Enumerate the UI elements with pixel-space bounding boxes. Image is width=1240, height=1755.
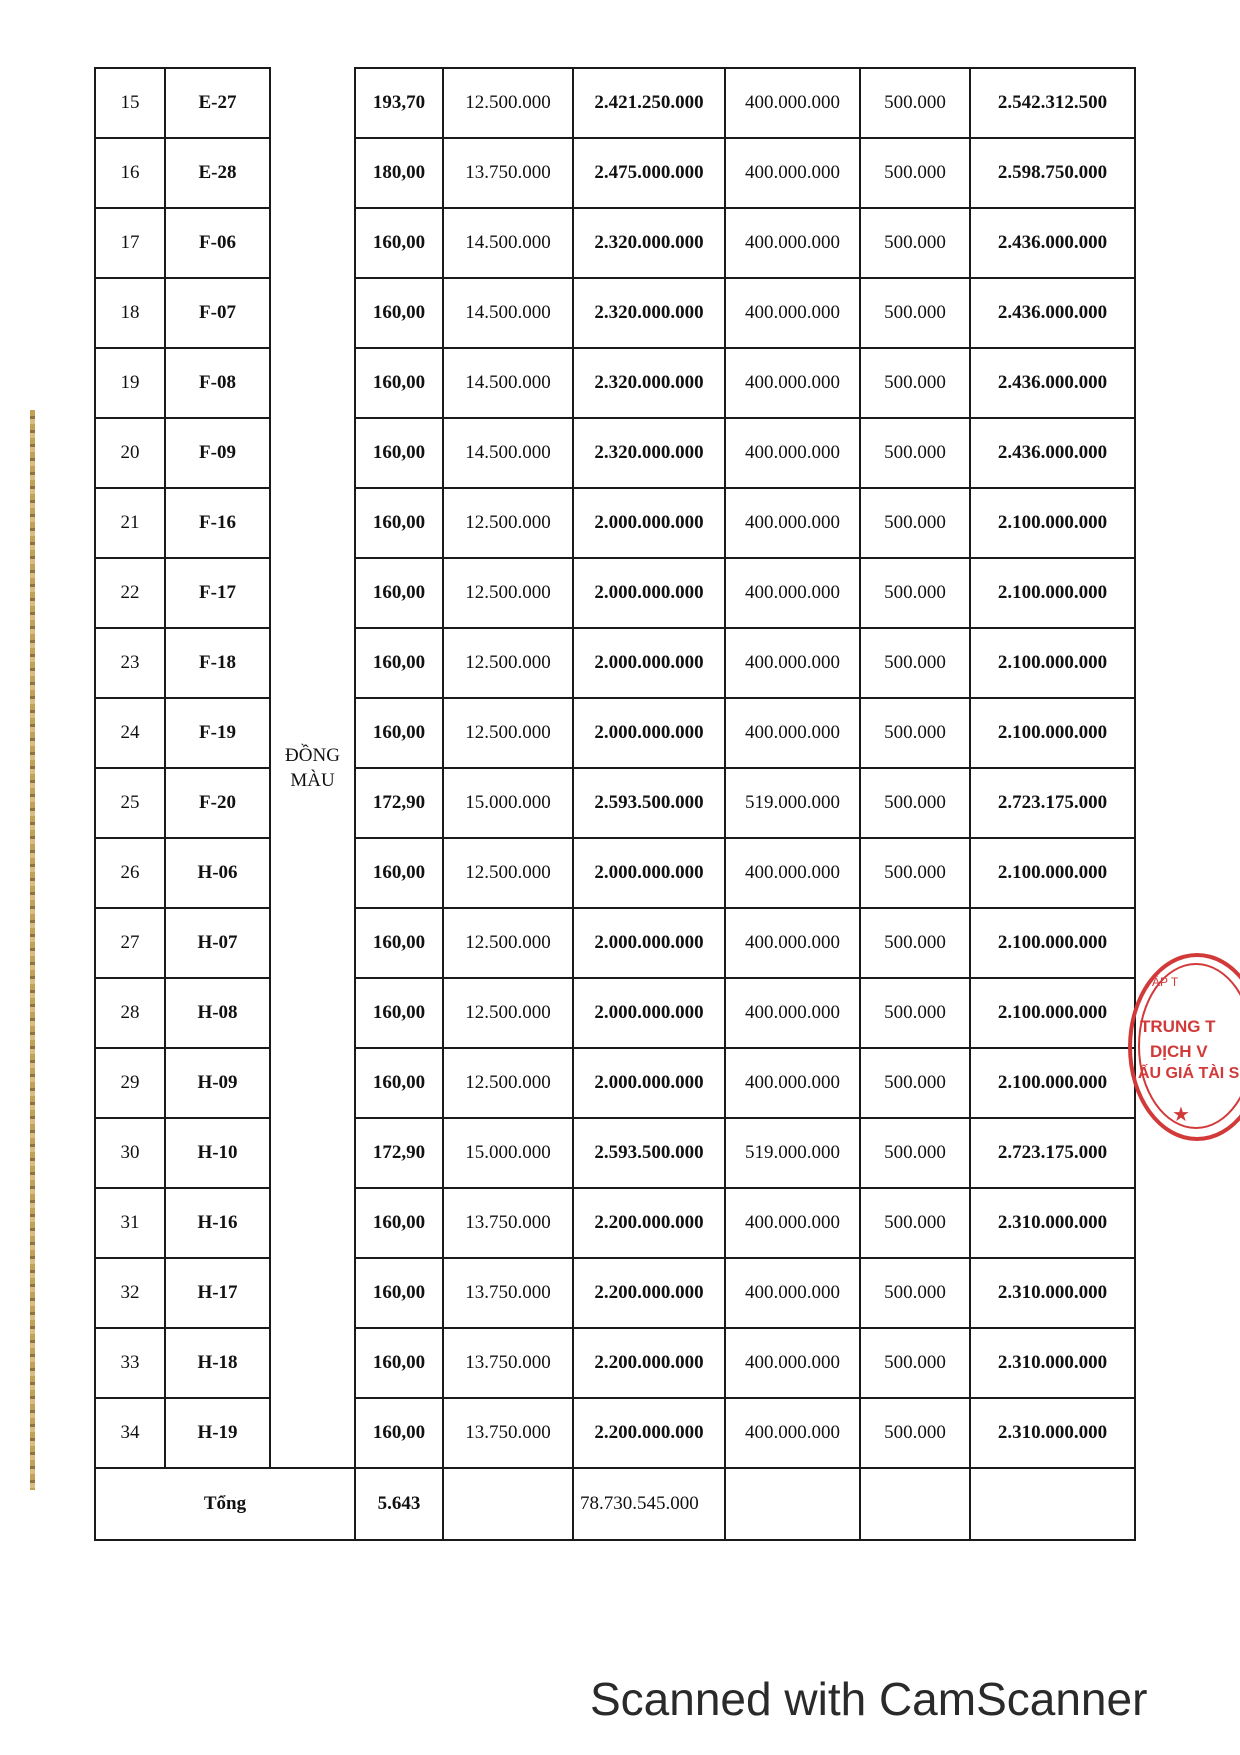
table-row bbox=[95, 628, 1135, 698]
lot-code-cell: H-17 bbox=[165, 1258, 270, 1328]
area-cell: 160,00 bbox=[355, 488, 443, 558]
fee-cell: 500.000 bbox=[860, 768, 970, 838]
table-row bbox=[95, 1398, 1135, 1468]
stamp-line-1: TRUNG T bbox=[1140, 1017, 1216, 1036]
deposit-cell: 400.000.000 bbox=[725, 628, 860, 698]
lot-code-cell: H-09 bbox=[165, 1048, 270, 1118]
unit-price-cell: 15.000.000 bbox=[443, 1118, 573, 1188]
lot-code-cell: F-18 bbox=[165, 628, 270, 698]
amount-cell: 2.320.000.000 bbox=[573, 278, 725, 348]
lot-code-cell: E-28 bbox=[165, 138, 270, 208]
total-amount-cell: 2.310.000.000 bbox=[970, 1328, 1135, 1398]
amount-cell: 2.200.000.000 bbox=[573, 1328, 725, 1398]
total-amount-cell: 2.310.000.000 bbox=[970, 1258, 1135, 1328]
amount-cell: 2.200.000.000 bbox=[573, 1188, 725, 1258]
table-row bbox=[95, 1048, 1135, 1118]
unit-price-cell: 14.500.000 bbox=[443, 348, 573, 418]
lot-code-cell: H-16 bbox=[165, 1188, 270, 1258]
row-number-cell: 16 bbox=[95, 138, 165, 208]
table-row bbox=[95, 138, 1135, 208]
deposit-cell: 400.000.000 bbox=[725, 348, 860, 418]
total-amount-cell: 2.598.750.000 bbox=[970, 138, 1135, 208]
deposit-cell: 400.000.000 bbox=[725, 208, 860, 278]
empty-cell bbox=[443, 1468, 573, 1540]
total-amount-cell: 2.100.000.000 bbox=[970, 488, 1135, 558]
area-cell: 193,70 bbox=[355, 68, 443, 138]
deposit-cell: 400.000.000 bbox=[725, 698, 860, 768]
unit-price-cell: 13.750.000 bbox=[443, 1258, 573, 1328]
fee-cell: 500.000 bbox=[860, 418, 970, 488]
stamp-line-2: DỊCH V bbox=[1150, 1042, 1208, 1061]
unit-price-cell: 14.500.000 bbox=[443, 208, 573, 278]
amount-cell: 2.320.000.000 bbox=[573, 208, 725, 278]
lot-code-cell: F-06 bbox=[165, 208, 270, 278]
fee-cell: 500.000 bbox=[860, 1188, 970, 1258]
empty-cell bbox=[725, 1468, 860, 1540]
table-row bbox=[95, 208, 1135, 278]
row-number-cell: 19 bbox=[95, 348, 165, 418]
amount-cell: 2.000.000.000 bbox=[573, 628, 725, 698]
fee-cell: 500.000 bbox=[860, 138, 970, 208]
row-number-cell: 34 bbox=[95, 1398, 165, 1468]
amount-cell: 2.000.000.000 bbox=[573, 838, 725, 908]
amount-cell: 2.421.250.000 bbox=[573, 68, 725, 138]
total-amount-cell: 2.100.000.000 bbox=[970, 908, 1135, 978]
deposit-cell: 400.000.000 bbox=[725, 1398, 860, 1468]
total-amount-cell: 2.100.000.000 bbox=[970, 978, 1135, 1048]
deposit-cell: 519.000.000 bbox=[725, 1118, 860, 1188]
lot-code-cell: H-07 bbox=[165, 908, 270, 978]
unit-price-cell: 12.500.000 bbox=[443, 68, 573, 138]
stamp-arc-text: ẬP T bbox=[1152, 975, 1179, 989]
area-cell: 160,00 bbox=[355, 348, 443, 418]
unit-price-cell: 12.500.000 bbox=[443, 488, 573, 558]
row-number-cell: 22 bbox=[95, 558, 165, 628]
area-cell: 160,00 bbox=[355, 978, 443, 1048]
fee-cell: 500.000 bbox=[860, 978, 970, 1048]
deposit-cell: 400.000.000 bbox=[725, 1048, 860, 1118]
amount-cell: 2.000.000.000 bbox=[573, 698, 725, 768]
row-number-cell: 32 bbox=[95, 1258, 165, 1328]
amount-cell: 2.000.000.000 bbox=[573, 558, 725, 628]
row-number-cell: 30 bbox=[95, 1118, 165, 1188]
row-number-cell: 17 bbox=[95, 208, 165, 278]
row-number-cell: 24 bbox=[95, 698, 165, 768]
location-label-line1: ĐỒNG bbox=[285, 744, 340, 766]
lot-code-cell: H-18 bbox=[165, 1328, 270, 1398]
total-label-cell: Tổng bbox=[95, 1468, 355, 1540]
lot-code-cell: H-08 bbox=[165, 978, 270, 1048]
binding-edge bbox=[30, 410, 35, 1490]
table-row bbox=[95, 488, 1135, 558]
area-cell: 160,00 bbox=[355, 628, 443, 698]
area-cell: 180,00 bbox=[355, 138, 443, 208]
lot-code-cell: F-19 bbox=[165, 698, 270, 768]
unit-price-cell: 12.500.000 bbox=[443, 838, 573, 908]
deposit-cell: 400.000.000 bbox=[725, 68, 860, 138]
total-row bbox=[95, 1468, 1135, 1540]
row-number-cell: 33 bbox=[95, 1328, 165, 1398]
table-row bbox=[95, 1188, 1135, 1258]
row-number-cell: 18 bbox=[95, 278, 165, 348]
empty-cell bbox=[970, 1468, 1135, 1540]
area-cell: 172,90 bbox=[355, 768, 443, 838]
fee-cell: 500.000 bbox=[860, 488, 970, 558]
amount-cell: 2.200.000.000 bbox=[573, 1258, 725, 1328]
deposit-cell: 400.000.000 bbox=[725, 418, 860, 488]
amount-cell: 2.593.500.000 bbox=[573, 1118, 725, 1188]
unit-price-cell: 12.500.000 bbox=[443, 1048, 573, 1118]
amount-cell: 2.000.000.000 bbox=[573, 908, 725, 978]
total-amount-cell: 2.436.000.000 bbox=[970, 348, 1135, 418]
total-amount-cell: 2.100.000.000 bbox=[970, 838, 1135, 908]
table-row bbox=[95, 838, 1135, 908]
location-label-line2: MÀU bbox=[290, 769, 335, 791]
lot-code-cell: F-17 bbox=[165, 558, 270, 628]
table-row bbox=[95, 558, 1135, 628]
total-amount-cell: 2.310.000.000 bbox=[970, 1188, 1135, 1258]
unit-price-cell: 12.500.000 bbox=[443, 698, 573, 768]
deposit-cell: 400.000.000 bbox=[725, 278, 860, 348]
lot-code-cell: F-20 bbox=[165, 768, 270, 838]
deposit-cell: 400.000.000 bbox=[725, 978, 860, 1048]
fee-cell: 500.000 bbox=[860, 628, 970, 698]
unit-price-cell: 12.500.000 bbox=[443, 978, 573, 1048]
lot-code-cell: F-09 bbox=[165, 418, 270, 488]
area-cell: 160,00 bbox=[355, 1188, 443, 1258]
area-cell: 160,00 bbox=[355, 418, 443, 488]
fee-cell: 500.000 bbox=[860, 908, 970, 978]
amount-cell: 2.000.000.000 bbox=[573, 978, 725, 1048]
deposit-cell: 400.000.000 bbox=[725, 838, 860, 908]
table-row bbox=[95, 278, 1135, 348]
fee-cell: 500.000 bbox=[860, 838, 970, 908]
area-cell: 160,00 bbox=[355, 558, 443, 628]
total-amount-cell: 2.436.000.000 bbox=[970, 278, 1135, 348]
area-cell: 160,00 bbox=[355, 278, 443, 348]
unit-price-cell: 13.750.000 bbox=[443, 1188, 573, 1258]
fee-cell: 500.000 bbox=[860, 278, 970, 348]
total-amount-cell: 2.542.312.500 bbox=[970, 68, 1135, 138]
row-number-cell: 26 bbox=[95, 838, 165, 908]
total-amount-cell: 2.100.000.000 bbox=[970, 628, 1135, 698]
row-number-cell: 29 bbox=[95, 1048, 165, 1118]
total-amount-cell: 2.723.175.000 bbox=[970, 768, 1135, 838]
unit-price-cell: 15.000.000 bbox=[443, 768, 573, 838]
row-number-cell: 23 bbox=[95, 628, 165, 698]
table-row bbox=[95, 698, 1135, 768]
area-cell: 160,00 bbox=[355, 1328, 443, 1398]
amount-cell: 2.000.000.000 bbox=[573, 1048, 725, 1118]
fee-cell: 500.000 bbox=[860, 1048, 970, 1118]
area-cell: 160,00 bbox=[355, 698, 443, 768]
amount-cell: 2.320.000.000 bbox=[573, 418, 725, 488]
table-row bbox=[95, 68, 1135, 138]
row-number-cell: 15 bbox=[95, 68, 165, 138]
table-row bbox=[95, 768, 1135, 838]
scanner-watermark: Scanned with CamScanner bbox=[590, 1673, 1148, 1725]
row-number-cell: 21 bbox=[95, 488, 165, 558]
table-row bbox=[95, 1258, 1135, 1328]
amount-cell: 2.593.500.000 bbox=[573, 768, 725, 838]
total-amount-cell: 2.436.000.000 bbox=[970, 418, 1135, 488]
lot-code-cell: H-19 bbox=[165, 1398, 270, 1468]
fee-cell: 500.000 bbox=[860, 1328, 970, 1398]
unit-price-cell: 14.500.000 bbox=[443, 278, 573, 348]
unit-price-cell: 13.750.000 bbox=[443, 138, 573, 208]
deposit-cell: 400.000.000 bbox=[725, 488, 860, 558]
stamp-line-3: ẤU GIÁ TÀI S bbox=[1138, 1065, 1240, 1082]
lot-code-cell: F-16 bbox=[165, 488, 270, 558]
unit-price-cell: 12.500.000 bbox=[443, 558, 573, 628]
total-amount-cell: 2.100.000.000 bbox=[970, 558, 1135, 628]
empty-cell bbox=[860, 1468, 970, 1540]
unit-price-cell: 12.500.000 bbox=[443, 628, 573, 698]
fee-cell: 500.000 bbox=[860, 558, 970, 628]
table-row bbox=[95, 908, 1135, 978]
deposit-cell: 400.000.000 bbox=[725, 1188, 860, 1258]
lot-price-table bbox=[94, 67, 1136, 1541]
stamp-star-icon: ★ bbox=[1172, 1104, 1190, 1126]
area-cell: 160,00 bbox=[355, 908, 443, 978]
fee-cell: 500.000 bbox=[860, 68, 970, 138]
deposit-cell: 400.000.000 bbox=[725, 908, 860, 978]
table-row bbox=[95, 418, 1135, 488]
red-seal-stamp bbox=[1128, 953, 1240, 1141]
row-number-cell: 25 bbox=[95, 768, 165, 838]
deposit-cell: 400.000.000 bbox=[725, 1258, 860, 1328]
deposit-cell: 519.000.000 bbox=[725, 768, 860, 838]
total-amount-cell: 2.310.000.000 bbox=[970, 1398, 1135, 1468]
total-amount-cell: 2.723.175.000 bbox=[970, 1118, 1135, 1188]
lot-code-cell: F-08 bbox=[165, 348, 270, 418]
unit-price-cell: 14.500.000 bbox=[443, 418, 573, 488]
lot-code-cell: H-06 bbox=[165, 838, 270, 908]
fee-cell: 500.000 bbox=[860, 698, 970, 768]
row-number-cell: 31 bbox=[95, 1188, 165, 1258]
lot-code-cell: H-10 bbox=[165, 1118, 270, 1188]
amount-cell: 2.000.000.000 bbox=[573, 488, 725, 558]
unit-price-cell: 13.750.000 bbox=[443, 1398, 573, 1468]
table-row bbox=[95, 1328, 1135, 1398]
total-amount-cell: 2.436.000.000 bbox=[970, 208, 1135, 278]
fee-cell: 500.000 bbox=[860, 1398, 970, 1468]
row-number-cell: 20 bbox=[95, 418, 165, 488]
deposit-cell: 400.000.000 bbox=[725, 138, 860, 208]
deposit-cell: 400.000.000 bbox=[725, 1328, 860, 1398]
area-cell: 160,00 bbox=[355, 1258, 443, 1328]
lot-code-cell: E-27 bbox=[165, 68, 270, 138]
total-amount-cell: 2.100.000.000 bbox=[970, 1048, 1135, 1118]
deposit-cell: 400.000.000 bbox=[725, 558, 860, 628]
total-amount-sum-cell: 78.730.545.000 bbox=[573, 1468, 725, 1540]
table-row bbox=[95, 978, 1135, 1048]
table-row bbox=[95, 1118, 1135, 1188]
location-cell bbox=[270, 68, 355, 1468]
unit-price-cell: 13.750.000 bbox=[443, 1328, 573, 1398]
area-cell: 160,00 bbox=[355, 838, 443, 908]
area-cell: 160,00 bbox=[355, 208, 443, 278]
lot-code-cell: F-07 bbox=[165, 278, 270, 348]
fee-cell: 500.000 bbox=[860, 348, 970, 418]
fee-cell: 500.000 bbox=[860, 208, 970, 278]
area-cell: 172,90 bbox=[355, 1118, 443, 1188]
total-amount-cell: 2.100.000.000 bbox=[970, 698, 1135, 768]
amount-cell: 2.200.000.000 bbox=[573, 1398, 725, 1468]
amount-cell: 2.320.000.000 bbox=[573, 348, 725, 418]
area-cell: 160,00 bbox=[355, 1048, 443, 1118]
total-area-cell: 5.643 bbox=[355, 1468, 443, 1540]
area-cell: 160,00 bbox=[355, 1398, 443, 1468]
fee-cell: 500.000 bbox=[860, 1258, 970, 1328]
amount-cell: 2.475.000.000 bbox=[573, 138, 725, 208]
table-row bbox=[95, 348, 1135, 418]
unit-price-cell: 12.500.000 bbox=[443, 908, 573, 978]
row-number-cell: 27 bbox=[95, 908, 165, 978]
fee-cell: 500.000 bbox=[860, 1118, 970, 1188]
row-number-cell: 28 bbox=[95, 978, 165, 1048]
